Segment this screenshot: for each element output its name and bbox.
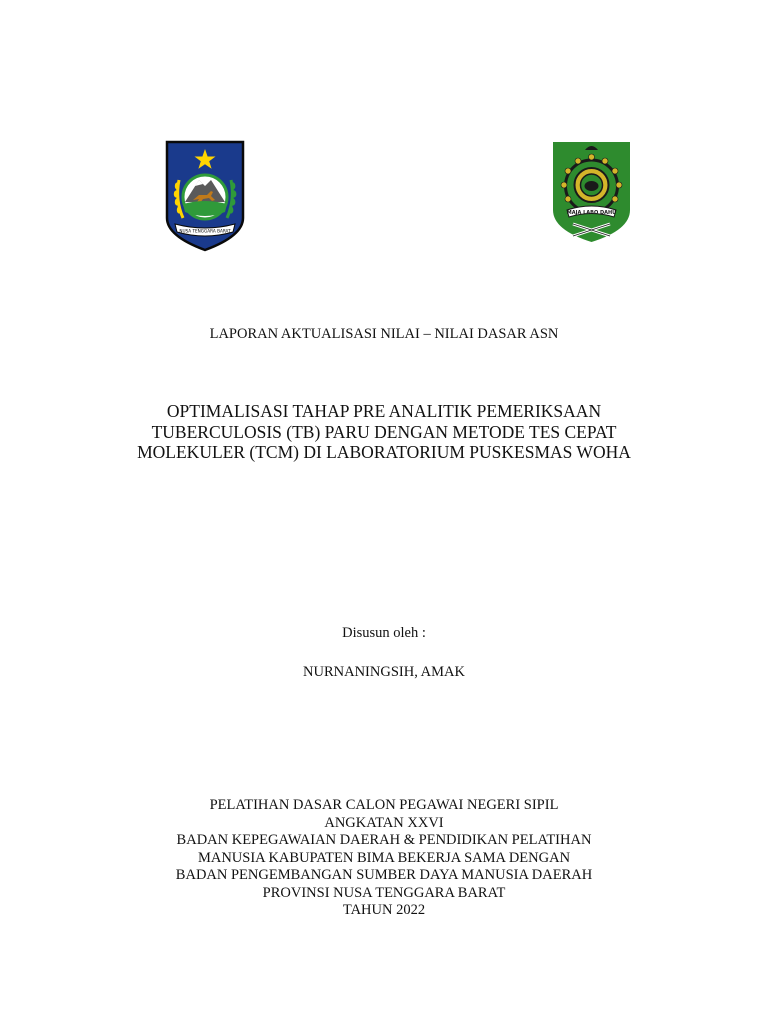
author-name: NURNANINGSIH, AMAK xyxy=(303,664,465,680)
report-title xyxy=(0,401,768,463)
institution-line: ANGKATAN XXVI xyxy=(324,814,444,831)
report-title-line: MOLEKULER (TCM) DI LABORATORIUM PUSKESMAS WOHA xyxy=(137,442,631,462)
institution-line: BADAN KEPEGAWAIAN DAERAH & PENDIDIKAN PELATIHAN xyxy=(176,832,592,848)
institution-line: MANUSIA KABUPATEN BIMA BEKERJA SAMA DENGAN xyxy=(197,849,571,866)
ntb-province-emblem-icon xyxy=(165,140,245,252)
bima-regency-emblem-icon xyxy=(549,140,634,245)
institution-line: TAHUN 2022 xyxy=(342,902,426,918)
institution-block xyxy=(0,797,768,920)
institution-line: BADAN PENGEMBANGAN SUMBER DAYA MANUSIA DAERAH xyxy=(175,867,593,883)
institution-line: PELATIHAN DASAR CALON PEGAWAI NEGERI SIPIL xyxy=(209,797,559,813)
svg-text:NUSA TENGGARA BARAT: NUSA TENGGARA BARAT xyxy=(179,228,231,234)
report-title-line: OPTIMALISASI TAHAP PRE ANALITIK PEMERIKSAAN xyxy=(166,401,602,421)
report-subtitle: LAPORAN AKTUALISASI NILAI – NILAI DASAR ASN xyxy=(209,326,559,342)
institution-line: PROVINSI NUSA TENGGARA BARAT xyxy=(262,884,506,901)
prepared-by-label: Disusun oleh : xyxy=(342,625,426,641)
svg-text:MAJA LABO DAHU: MAJA LABO DAHU xyxy=(566,210,617,216)
report-title-line: TUBERCULOSIS (TB) PARU DENGAN METODE TES CEPAT xyxy=(151,421,617,442)
